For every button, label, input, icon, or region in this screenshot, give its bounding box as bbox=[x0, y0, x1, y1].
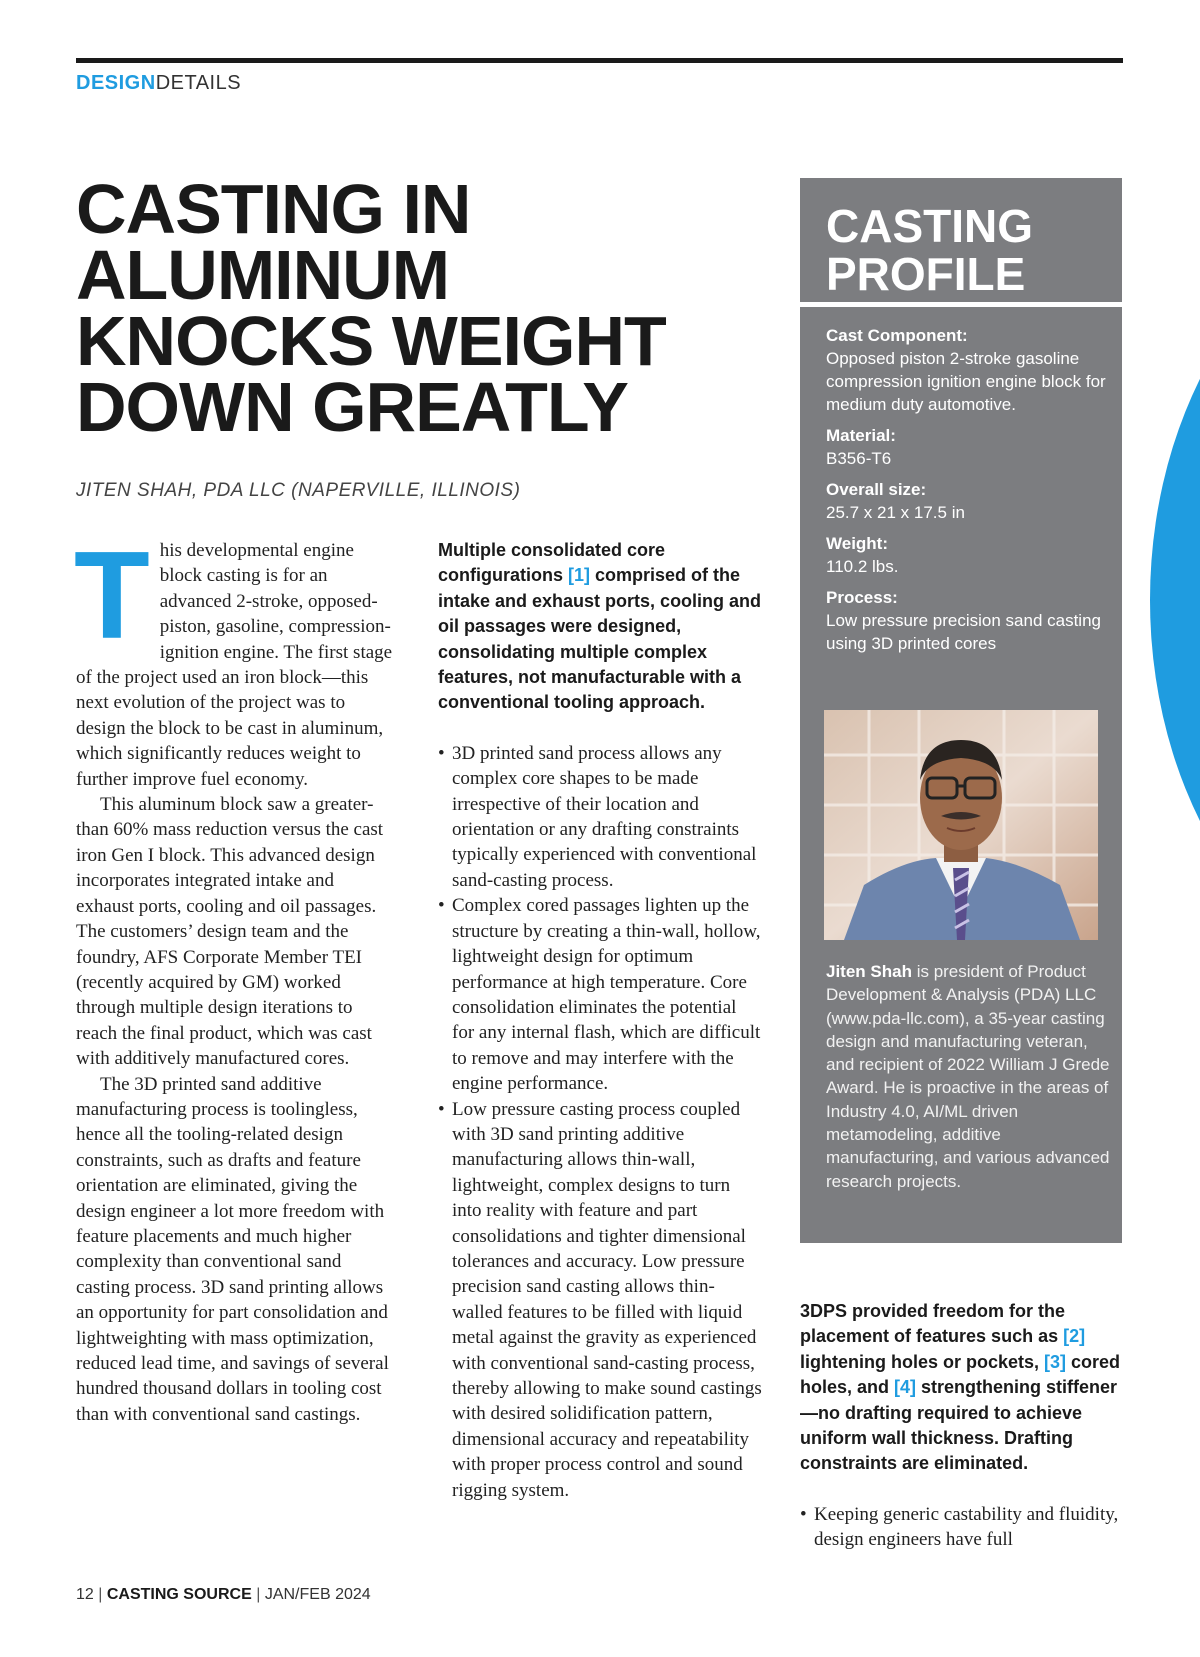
bullet-item: • Low pressure casting process coupled with 3D sand printing additive manufacturing allows thin-wall, lightweight, complex designs to turn into reality with feature and part consolidations and tighter dimensional tolerances and accuracy. Low pressure precision sand casting allows thin-walled features to be filled with liquid metal against the gravity as experienced with conventional sand-casting process, thereby allowing to make sound castings with desired solidification pattern, dimensional accuracy and repeatability with proper process control and sound rigging system. bbox=[438, 1097, 762, 1504]
paragraph-1 bbox=[74, 527, 394, 792]
section-label-bold: DESIGN bbox=[76, 72, 156, 94]
decorative-blue-arc bbox=[1150, 200, 1200, 1000]
pull-quote-2-text-a: 3DPS provided freedom for the placement of features such as bbox=[800, 1301, 1066, 1347]
pull-quote-1-text-a: Multiple consolidated core configurations bbox=[438, 540, 666, 586]
figure-ref-2: [2] bbox=[1063, 1326, 1086, 1347]
profile-fields bbox=[826, 324, 1111, 663]
figure-ref-4: [4] bbox=[894, 1377, 917, 1398]
sidebar-title bbox=[826, 202, 1033, 298]
sidebar-header bbox=[800, 178, 1122, 307]
pull-quote-2-text-c: cored holes, and bbox=[800, 1351, 1121, 1398]
author-portrait-image bbox=[824, 710, 1098, 940]
field-value: Low pressure precision sand casting using 3D printed cores bbox=[826, 611, 1101, 653]
pull-quote-2 bbox=[800, 1299, 1125, 1477]
field-label: Process: bbox=[826, 588, 898, 607]
figure-ref-1: [1] bbox=[568, 565, 590, 586]
sidebar-title-line-1: CASTING bbox=[826, 200, 1033, 252]
bullet-list bbox=[800, 1502, 1125, 1553]
figure-ref-3: [3] bbox=[1044, 1351, 1067, 1372]
article-column-2 bbox=[438, 538, 762, 1503]
pull-quote-1 bbox=[438, 538, 762, 716]
author-bio-text: is president of Product Development & Analysis (PDA) LLC (www.pda-llc.com), a 35-year casting design and manufacturing veteran, and recipient of 2022 William J Grede Award. He is proactive in the areas of Industry 4.0, AI/ML driven metamodeling, additive manufacturing, and various advanced research projects. bbox=[826, 962, 1110, 1191]
pull-quote-1-text-b: comprised of the intake and exhaust ports, cooling and oil passages were designed, consolidating multiple complex features, not manufacturable with a conventional tooling approach. bbox=[438, 565, 762, 713]
field-value: 110.2 lbs. bbox=[826, 557, 899, 576]
section-label-light: DETAILS bbox=[155, 72, 242, 94]
bullet-item: • 3D printed sand process allows any complex core shapes to be made irrespective of their location and orientation or any drafting constraints typically experienced with conventional sand-casting process. bbox=[438, 741, 762, 893]
page-footer: 12 | CASTING SOURCE | JAN/FEB 2024 bbox=[76, 1586, 371, 1603]
bullet-item: • Complex cored passages lighten up the structure by creating a thin-wall, hollow, lightweight design for optimum performance at high temperature. Core consolidation eliminates the potential for any internal flash, which are difficult to remove and may interfere with the engine performance. bbox=[438, 893, 762, 1096]
field-value: Opposed piston 2-stroke gasoline compression ignition engine block for medium duty automotive. bbox=[826, 349, 1106, 414]
author-bio bbox=[826, 960, 1110, 1193]
paragraph-1-text: his developmental engine block casting is for an advanced 2-stroke, opposed-piston, gasoline, compression-ignition engine. The first stage of the project used an iron block—this next evolution of the project was to design the block to be cast in aluminum, which significantly reduces weight to further improve fuel economy. bbox=[76, 540, 393, 790]
paragraph-2: This aluminum block saw a greater-than 60% mass reduction versus the cast iron Gen I block. This advanced design incorporates integrated intake and exhaust ports, cooling and oil passages. The customers’ design team and the foundry, AFS Corporate Member TEI (recently acquired by GM) worked through multiple design iterations to reach the final product, which was cast with additively manufactured cores. bbox=[76, 794, 384, 1070]
publication-name: CASTING SOURCE bbox=[106, 1586, 252, 1603]
issue-date: JAN/FEB 2024 bbox=[264, 1586, 371, 1603]
paragraph-3: The 3D printed sand additive manufacturing process is toolingless, hence all the tooling-related design constraints, such as drafts and feature orientation are eliminated, giving the design engineer a lot more freedom with feature placements and much higher complexity than conventional sand casting process. 3D sand printing allows an opportunity for part consolidation and lightweighting with mass optimization, reduced lead time, and savings of several hundred thousand dollars in tooling cost than with conventional sand castings. bbox=[76, 1073, 389, 1425]
page-number: 12 bbox=[76, 1586, 94, 1603]
field-label: Weight: bbox=[826, 534, 889, 553]
pull-quote-2-text-d: strengthening stiffener—no drafting required to achieve uniform wall thickness. Drafting constraints are eliminated. bbox=[800, 1377, 1118, 1474]
article-column-1 bbox=[74, 527, 394, 1427]
field-value: 25.7 x 21 x 17.5 in bbox=[826, 503, 965, 522]
author-photo bbox=[824, 710, 1098, 940]
author-name: Jiten Shah bbox=[826, 962, 912, 981]
article-column-3 bbox=[800, 1299, 1125, 1553]
article-headline: CASTING IN ALUMINUM KNOCKS WEIGHT DOWN GREATLY bbox=[76, 170, 666, 446]
pull-quote-2-text-b: lightening holes or pockets, bbox=[800, 1351, 1045, 1372]
bullet-list bbox=[438, 741, 762, 1503]
casting-profile-sidebar bbox=[800, 178, 1122, 1243]
top-rule bbox=[76, 58, 1123, 63]
byline: JITEN SHAH, PDA LLC (NAPERVILLE, ILLINOIS) bbox=[76, 480, 521, 501]
sidebar-title-line-2: PROFILE bbox=[826, 248, 1026, 300]
field-value: B356-T6 bbox=[826, 449, 892, 468]
field-label: Material: bbox=[826, 426, 896, 445]
section-label bbox=[76, 72, 241, 95]
drop-cap: T bbox=[74, 527, 150, 665]
bullet-item: • Keeping generic castability and fluidity, design engineers have full bbox=[800, 1502, 1125, 1553]
field-label: Overall size: bbox=[826, 480, 927, 499]
field-label: Cast Component: bbox=[826, 326, 968, 345]
